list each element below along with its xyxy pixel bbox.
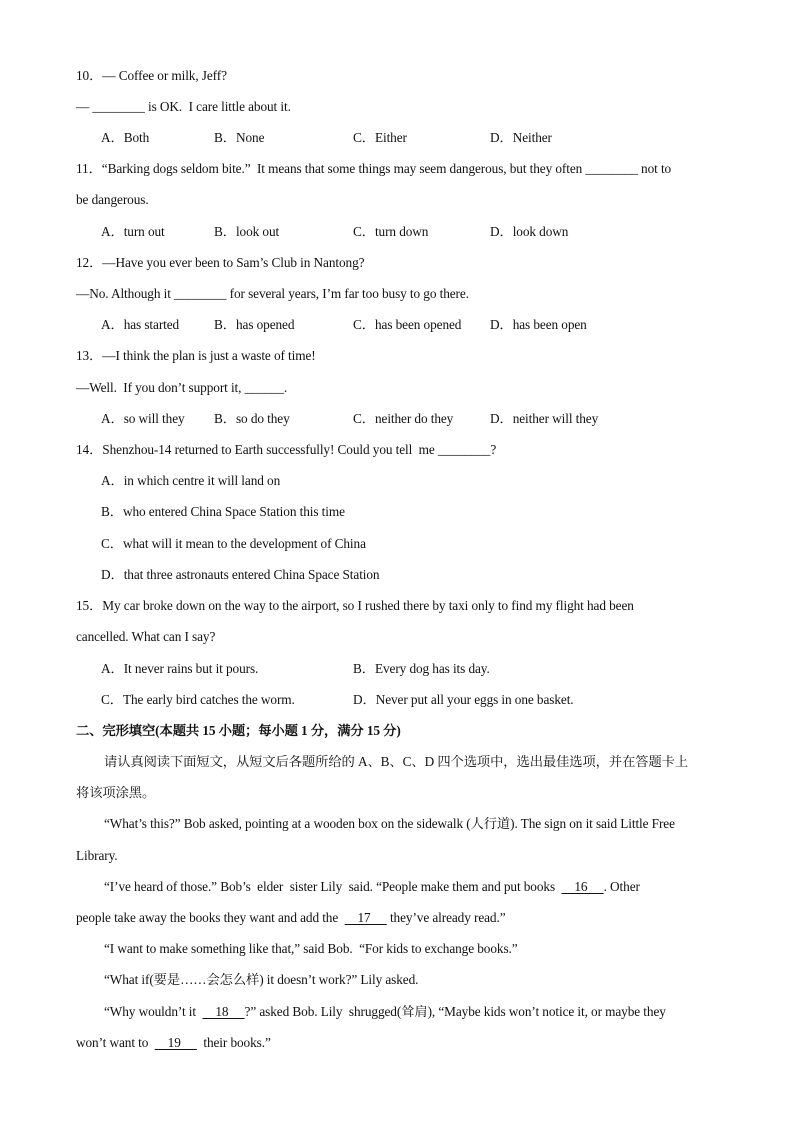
q10-option-b: B．None: [214, 130, 265, 145]
q10-option-d: D．Neither: [490, 130, 552, 145]
q13-option-c: C．neither do they: [353, 411, 454, 426]
q15-option-c: C．The early bird catches the worm.: [101, 692, 295, 707]
q13-option-a: A．so will they: [101, 411, 185, 426]
q10-stem: 10．— Coffee or milk, Jeff?: [76, 68, 227, 83]
q13-line2: —Well. If you don’t support it, ______.: [76, 380, 288, 395]
passage-p2-line2: [76, 909, 506, 927]
q11-option-c: C．turn down: [353, 224, 429, 239]
q12-option-b: B．has opened: [214, 317, 295, 332]
q12-option-d: D．has been open: [490, 317, 587, 332]
q15-stem: 15．My car broke down on the way to the airport, so I rushed there by taxi only to find my flight had been: [76, 598, 634, 613]
q10-line2: — ________ is OK. I care little about it.: [76, 99, 291, 114]
q10-option-c: C．Either: [353, 130, 407, 145]
passage-text: their books.”: [196, 1035, 271, 1050]
passage-text: won’t want to: [76, 1035, 155, 1050]
q15-option-d: D．Never put all your eggs in one basket.: [353, 692, 574, 707]
q11-stem: 11．“Barking dogs seldom bite.” It means that some things may seem dangerous, but they often ________ not to: [76, 161, 672, 176]
passage-text: they’ve already read.”: [386, 910, 506, 925]
section2-instruction-line2: 将该项涂黑。: [76, 785, 156, 800]
passage-p1-line1: “What’s this?” Bob asked, pointing at a wooden box on the sidewalk (人行道). The sign on it said Little Free: [104, 816, 675, 831]
passage-text: ?” asked Bob. Lily shrugged(耸肩), “Maybe kids won’t notice it, or maybe they: [244, 1004, 666, 1019]
q14-option-a: A．in which centre it will land on: [101, 473, 281, 488]
q11-option-a: A．turn out: [101, 224, 165, 239]
blank-16: 16: [561, 879, 604, 894]
q11-line2: be dangerous.: [76, 192, 149, 207]
q15-line2: cancelled. What can I say?: [76, 629, 216, 644]
q13-stem: 13．—I think the plan is just a waste of time!: [76, 348, 316, 363]
blank-18: 18: [202, 1004, 245, 1019]
passage-text: “Why wouldn’t it: [104, 1004, 203, 1019]
blank-17: 17: [344, 910, 387, 925]
q15-option-b: B．Every dog has its day.: [353, 661, 490, 676]
section2-heading: 二、完形填空(本题共 15 小题；每小题 1 分，满分 15 分): [76, 723, 401, 738]
passage-p3: “I want to make something like that,” said Bob. “For kids to exchange books.”: [104, 941, 518, 956]
q12-line2: —No. Although it ________ for several years, I’m far too busy to go there.: [76, 286, 469, 301]
q11-option-b: B．look out: [214, 224, 280, 239]
passage-text: people take away the books they want and add the: [76, 910, 345, 925]
passage-p5-line1: [104, 1003, 666, 1021]
blank-19: 19: [154, 1035, 197, 1050]
section2-instruction-line1: 请认真阅读下面短文，从短文后各题所给的 A、B、C、D 四个选项中，选出最佳选项，并在答题卡上: [104, 754, 689, 769]
passage-text: . Other: [603, 879, 640, 894]
passage-p1-line2: Library.: [76, 848, 118, 863]
q14-option-c: C．what will it mean to the development of China: [101, 536, 366, 551]
passage-p2-line1: [104, 878, 640, 896]
q13-option-d: D．neither will they: [490, 411, 599, 426]
q12-option-c: C．has been opened: [353, 317, 462, 332]
q11-option-d: D．look down: [490, 224, 569, 239]
q12-option-a: A．has started: [101, 317, 180, 332]
q10-option-a: A．Both: [101, 130, 150, 145]
q14-option-b: B．who entered China Space Station this time: [101, 504, 345, 519]
q14-stem: 14．Shenzhou-14 returned to Earth successfully! Could you tell me ________?: [76, 442, 497, 457]
passage-p4: “What if(要是……会怎么样) it doesn’t work?” Lily asked.: [104, 972, 419, 987]
q14-option-d: D．that three astronauts entered China Space Station: [101, 567, 380, 582]
q13-option-b: B．so do they: [214, 411, 290, 426]
passage-p5-line2: [76, 1034, 271, 1052]
passage-text: “I’ve heard of those.” Bob’s elder sister Lily said. “People make them and put books: [104, 879, 562, 894]
q15-option-a: A．It never rains but it pours.: [101, 661, 259, 676]
q12-stem: 12．—Have you ever been to Sam’s Club in Nantong?: [76, 255, 365, 270]
